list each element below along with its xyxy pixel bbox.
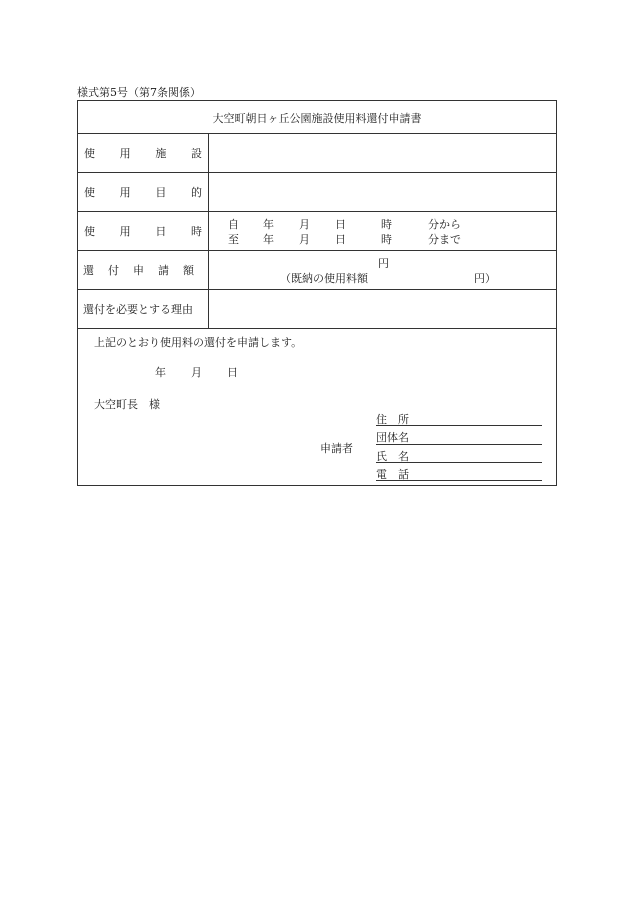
reason-row (78, 290, 556, 329)
applicant-group-line[interactable] (376, 444, 542, 445)
facility-label: 使 用 施 設 (84, 147, 202, 160)
purpose-label-cell (78, 173, 209, 211)
form-title: 大空町朝日ヶ丘公園施設使用料還付申請書 (212, 112, 422, 125)
refund-amount-label-cell (78, 251, 209, 289)
reason-label-cell (78, 290, 209, 328)
facility-row (78, 134, 556, 173)
applicant-address-label: 住 所 (376, 413, 409, 426)
addressee: 大空町長 様 (94, 398, 160, 411)
datetime-row (78, 212, 556, 251)
to-suffix: 分まで (428, 233, 461, 246)
from-prefix: 自 (228, 218, 239, 231)
to-day-unit: 日 (335, 233, 346, 246)
paid-amount-prefix: （既納の使用料額 (280, 272, 368, 285)
purpose-field[interactable] (209, 173, 556, 211)
from-hour-unit: 時 (381, 218, 392, 231)
date-year-unit: 年 (155, 366, 166, 379)
refund-amount-field[interactable] (209, 251, 556, 289)
applicant-name-line[interactable] (376, 462, 542, 463)
date-day-unit: 日 (227, 366, 238, 379)
declaration-area (78, 329, 556, 485)
applicant-address-line[interactable] (376, 425, 542, 426)
facility-field[interactable] (209, 134, 556, 172)
to-month-unit: 月 (299, 233, 310, 246)
from-suffix: 分から (428, 218, 461, 231)
paid-amount-suffix: 円） (474, 272, 496, 285)
declaration-text: 上記のとおり使用料の還付を申請します。 (94, 336, 303, 349)
facility-label-cell (78, 134, 209, 172)
from-year-unit: 年 (263, 218, 274, 231)
applicant-heading: 申請者 (320, 442, 353, 455)
to-hour-unit: 時 (381, 233, 392, 246)
applicant-group-label: 団体名 (376, 431, 409, 444)
form-title-row (78, 101, 556, 134)
refund-application-form (77, 100, 557, 486)
reason-field[interactable] (209, 290, 556, 328)
purpose-row (78, 173, 556, 212)
to-year-unit: 年 (263, 233, 274, 246)
purpose-label: 使 用 目 的 (84, 186, 202, 199)
datetime-label-cell (78, 212, 209, 250)
from-day-unit: 日 (335, 218, 346, 231)
date-month-unit: 月 (191, 366, 202, 379)
applicant-phone-label: 電 話 (376, 468, 409, 481)
refund-amount-row (78, 251, 556, 290)
applicant-name-label: 氏 名 (376, 450, 409, 463)
refund-yen-unit: 円 (378, 257, 389, 270)
from-month-unit: 月 (299, 218, 310, 231)
to-prefix: 至 (228, 233, 239, 246)
form-caption: 様式第5号（第7条関係） (77, 86, 201, 99)
datetime-label: 使 用 日 時 (84, 225, 202, 238)
applicant-phone-line[interactable] (376, 480, 542, 481)
datetime-field[interactable] (209, 212, 556, 250)
reason-label: 還付を必要とする理由 (83, 303, 193, 316)
refund-amount-label: 還 付 申 請 額 (83, 264, 194, 277)
